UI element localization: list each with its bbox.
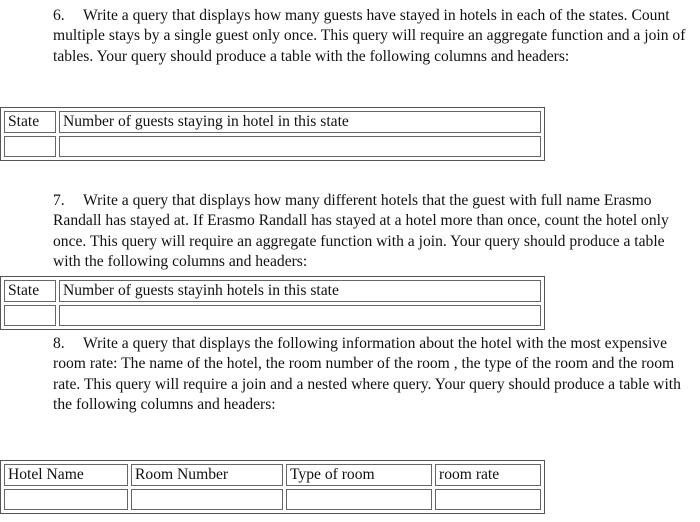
- header-cell-type-of-room: Type of room: [286, 464, 432, 486]
- table-header-row: [4, 111, 541, 133]
- empty-cell: [435, 489, 541, 510]
- header-cell-state: State: [4, 111, 56, 133]
- header-cell-number-of-guests: Number of guests stayinh hotels in this state: [59, 280, 541, 302]
- header-cell-room-rate: room rate: [435, 464, 541, 486]
- question-6-text: Write a query that displays how many guests have stayed in hotels in each of the states. Count multiple stays by a single guest only once. This query will require an aggregate function and a join of tables. Your query should produce a table with the following columns and headers:: [53, 7, 686, 65]
- question-7-paragraph: [53, 191, 693, 273]
- empty-cell: [59, 136, 541, 157]
- header-cell-room-number: Room Number: [131, 464, 283, 486]
- question-7-table: [0, 276, 545, 330]
- question-7-text: Write a query that displays how many different hotels that the guest with full name Erasmo Randall has stayed at. If Erasmo Randall has stayed at a hotel more than once, count the hotel only once. This query will require an aggregate function with a join. Your query should produce a table with the following columns and headers:: [53, 192, 669, 271]
- question-8-text: Write a query that displays the following information about the hotel with the most expensive room rate: The name of the hotel, the room number of the room , the type of the room and the room rate. This query will require a join and a nested where query. Your query should produce a table with the following columns and headers:: [53, 335, 681, 414]
- empty-cell: [59, 305, 541, 326]
- question-6-number: 6.: [53, 7, 65, 24]
- empty-cell: [4, 136, 56, 157]
- empty-cell: [131, 489, 283, 510]
- header-cell-hotel-name: Hotel Name: [4, 464, 128, 486]
- question-7-number: 7.: [53, 192, 65, 209]
- question-6-paragraph: [53, 6, 698, 67]
- question-6-table: [0, 107, 545, 161]
- table-empty-row: [4, 489, 541, 510]
- table-empty-row: [4, 136, 541, 157]
- empty-cell: [286, 489, 432, 510]
- header-cell-number-of-guests: Number of guests staying in hotel in this state: [59, 111, 541, 133]
- table-header-row: [4, 464, 541, 486]
- table-empty-row: [4, 305, 541, 326]
- question-8-paragraph: [53, 334, 693, 416]
- table-header-row: [4, 280, 541, 302]
- question-8-number: 8.: [53, 335, 65, 352]
- header-cell-state: State: [4, 280, 56, 302]
- empty-cell: [4, 489, 128, 510]
- empty-cell: [4, 305, 56, 326]
- question-8-table: [0, 460, 545, 514]
